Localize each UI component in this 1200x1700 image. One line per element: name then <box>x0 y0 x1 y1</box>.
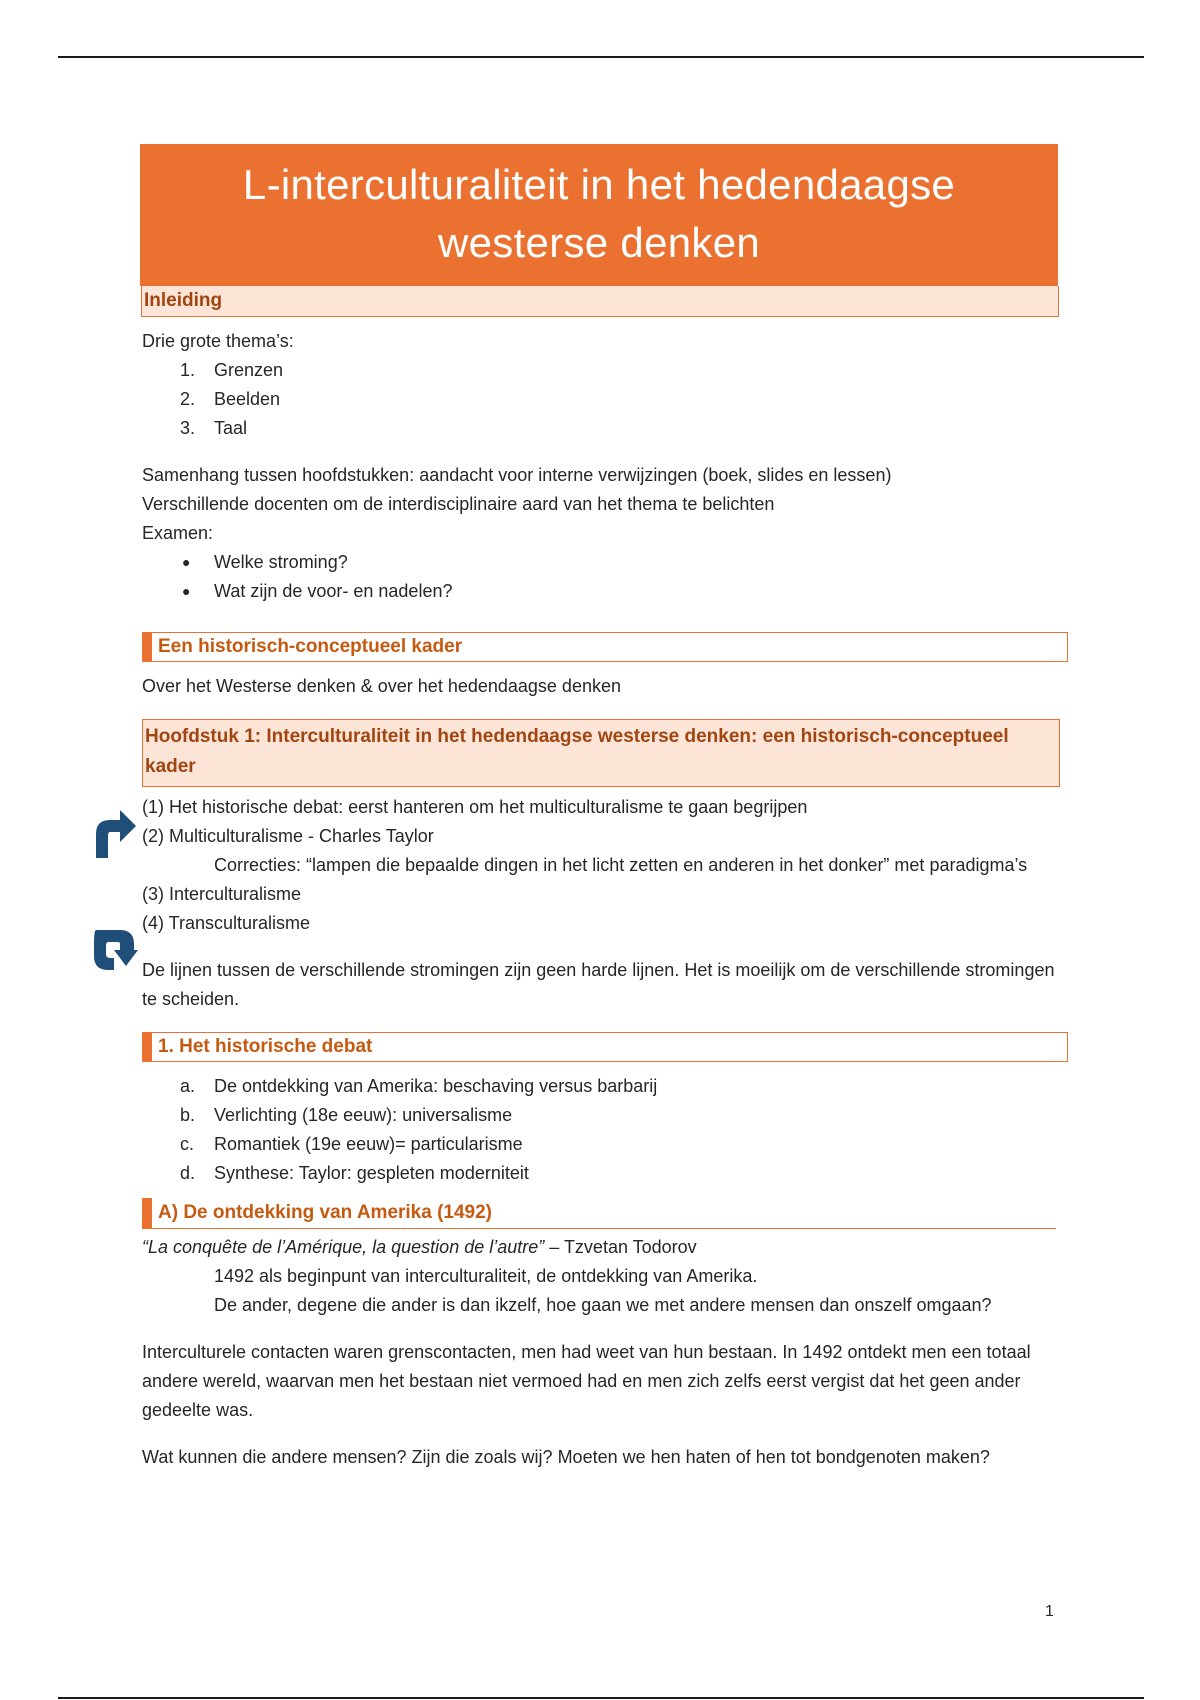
list-item: 2. Beelden <box>180 389 281 409</box>
amerika-line-2: De ander, degene die ander is dan ikzelf, hoe gaan we met andere mensen dan onszelf omgaan? <box>214 1295 992 1315</box>
heading-historische-debat: 1. Het historische debat <box>142 1032 1068 1062</box>
themes-list <box>142 356 1062 443</box>
curved-arrow-down-icon <box>90 928 138 980</box>
correcties-text: Correcties: “lampen die bepaalde dingen in het licht zetten en anderen in het donker” met paradigma’s <box>214 855 1028 875</box>
header-rule <box>58 56 1144 58</box>
examen-label: Examen: <box>142 523 214 543</box>
chapter-item: (4) Transculturalisme <box>142 913 311 933</box>
heading-inleiding: Inleiding <box>141 286 1059 317</box>
list-item: d. Synthese: Taylor: gespleten moderniteit <box>180 1163 529 1183</box>
list-item: c. Romantiek (19e eeuw)= particularisme <box>180 1134 523 1154</box>
debat-list <box>142 1072 1062 1188</box>
heading-kader: Een historisch-conceptueel kader <box>142 632 1068 662</box>
chapter-item: (3) Interculturalisme <box>142 884 302 904</box>
exam-questions-list <box>142 548 1062 606</box>
docenten-text: Verschillende docenten om de interdisciplinaire aard van het thema te belichten <box>142 494 775 514</box>
list-item: b. Verlichting (18e eeuw): universalisme <box>180 1105 513 1125</box>
amerika-question: Wat kunnen die andere mensen? Zijn die zoals wij? Moeten we hen haten of hen tot bondgenoten maken? <box>142 1447 990 1467</box>
list-item: 1. Grenzen <box>180 360 284 380</box>
page-number: 1 <box>1045 1603 1054 1620</box>
page-title: L-interculturaliteit in het hedendaagse westerse denken <box>140 144 1058 286</box>
kader-text: Over het Westerse denken & over het hedendaagse denken <box>142 676 621 696</box>
themes-intro: Drie grote thema’s: <box>142 331 294 351</box>
amerika-line-1: 1492 als beginpunt van interculturaliteit, de ontdekking van Amerika. <box>214 1266 758 1286</box>
lijnen-text: De lijnen tussen de verschillende stromingen zijn geen harde lijnen. Het is moeilijk om de verschillende stromingen te scheiden. <box>142 960 1055 1009</box>
footer-rule <box>58 1697 1144 1699</box>
list-item: 3. Taal <box>180 418 248 438</box>
chapter-item: (1) Het historische debat: eerst hanteren om het multiculturalisme te gaan begrijpen <box>142 797 808 817</box>
document-page <box>142 144 1062 1472</box>
list-item: ● Welke stroming? <box>182 552 348 572</box>
curved-arrow-up-icon <box>90 808 138 860</box>
heading-ontdekking-amerika: A) De ontdekking van Amerika (1492) <box>142 1198 1056 1229</box>
list-item: a. De ontdekking van Amerika: beschaving versus barbarij <box>180 1076 658 1096</box>
amerika-paragraph: Interculturele contacten waren grenscontacten, men had weet van hun bestaan. In 1492 ontdekt men een totaal andere wereld, waarvan men het bestaan niet vermoed had en men zich zelfs eerst vergist dat het geen ander gedeelte was. <box>142 1342 1031 1420</box>
todorov-quote: “La conquête de l’Amérique, la question de l’autre” – Tzvetan Todorov <box>142 1237 697 1257</box>
samenhang-text: Samenhang tussen hoofdstukken: aandacht voor interne verwijzingen (boek, slides en lessen) <box>142 465 892 485</box>
chapter-item: (2) Multiculturalisme - Charles Taylor <box>142 826 434 846</box>
heading-hoofdstuk-1: Hoofdstuk 1: Interculturaliteit in het hedendaagse westerse denken: een historisch-conceptueel kader <box>142 719 1060 787</box>
list-item: ● Wat zijn de voor- en nadelen? <box>182 581 453 601</box>
